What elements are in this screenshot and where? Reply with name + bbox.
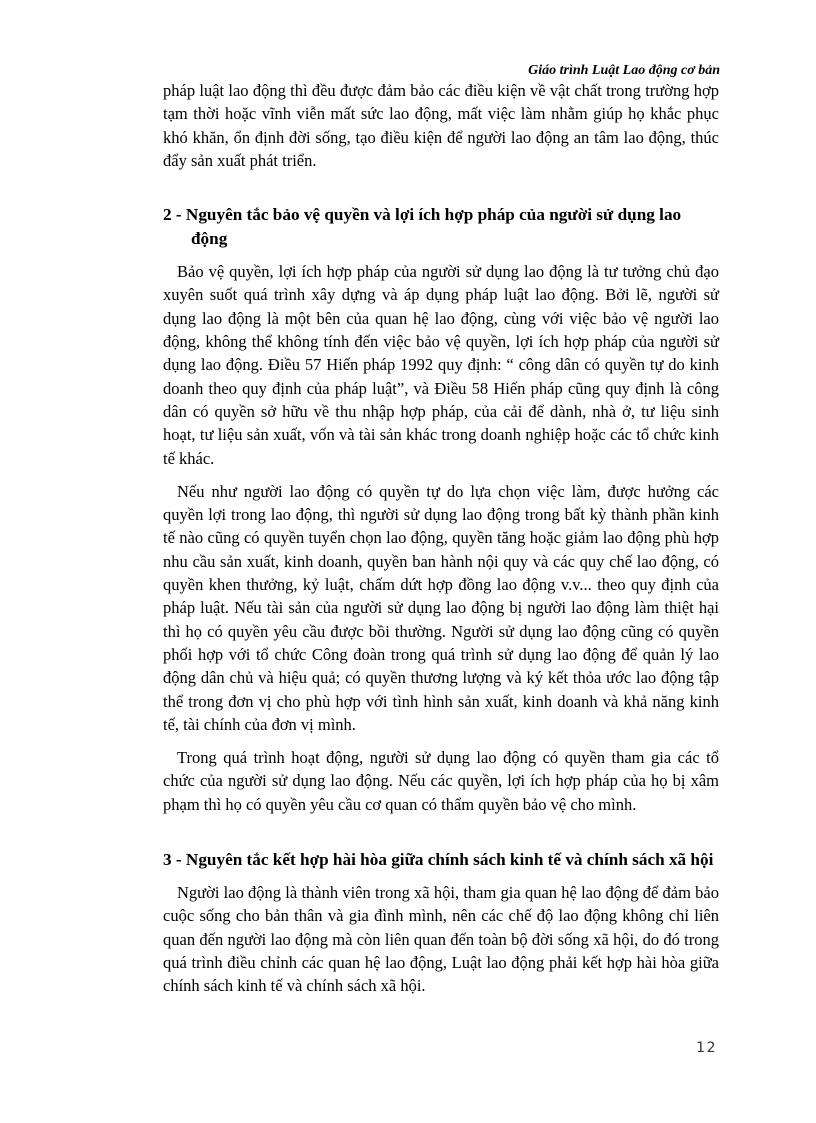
section-2-paragraph-3: Trong quá trình hoạt động, người sử dụng lao động có quyền tham gia các tổ chức của người sử dụng lao động. Nếu các quyền, lợi ích hợp pháp của họ bị xâm phạm thì họ có quyền yêu cầu cơ quan có thẩm quyền bảo vệ cho mình. (163, 748, 719, 814)
section-3-paragraph-1: Người lao động là thành viên trong xã hội, tham gia quan hệ lao động để đảm bảo cuộc sống cho bản thân và gia đình mình, nên các chế độ lao động không chỉ liên quan đến người lao động mà còn liên quan đến toàn bộ đời sống xã hội, do đó trong quá trình điều chỉnh các quan hệ lao động, Luật lao động phải kết hợp hài hòa giữa chính sách kinh tế và chính sách xã hội. (163, 883, 719, 996)
running-header-title: Giáo trình Luật Lao động cơ bản (528, 63, 720, 78)
section-2-paragraph-1: Bảo vệ quyền, lợi ích hợp pháp của người sử dụng lao động là tư tưởng chủ đạo xuyên suốt quá trình xây dựng và áp dụng pháp luật lao động. Bởi lẽ, người sử dụng lao động là một bên của quan hệ lao động, cùng với việc bảo vệ người lao động, không thể không tính đến việc bảo vệ quyền, lợi ích hợp pháp của người sử dụng lao động. Điều 57 Hiến pháp 1992 quy định: “ công dân có quyền tự do kinh doanh theo quy định của pháp luật”, và Điều 58 Hiến pháp cũng quy định là công dân có quyền sở hữu về thu nhập hợp pháp, của cải để dành, nhà ở, tư liệu sinh hoạt, tư liệu sản xuất, vốn và tài sản khác trong doanh nghiệp hoặc các tổ chức kinh tế khác. (163, 262, 719, 468)
page-body (163, 79, 719, 998)
section-2-heading: 2 - Nguyên tắc bảo vệ quyền và lợi ích hợp pháp của người sử dụng lao động (163, 205, 682, 249)
section-2-paragraph-2: Nếu như người lao động có quyền tự do lựa chọn việc làm, được hưởng các quyền lợi trong lao động, thì người sử dụng lao động trong bất kỳ thành phần kinh tế nào cũng có quyền tuyển chọn lao động, quyền tăng hoặc giảm lao động phù hợp nhu cầu sản xuất, kinh doanh, quyền ban hành nội quy và các quy chế lao động, có quyền khen thưởng, kỷ luật, chấm dứt hợp đồng lao động v.v... theo quy định của pháp luật. Nếu tài sản của người sử dụng lao động bị người lao động làm thiệt hại thì họ có quyền yêu cầu được bồi thường. Người sử dụng lao động cũng có quyền phối hợp với tổ chức Công đoàn trong quá trình sử dụng lao động để quản lý lao động dân chủ và hiệu quả; có quyền thương lượng và ký kết thỏa ước lao động tập thể trong đơn vị cho phù hợp với tình hình sản xuất, kinh doanh và khả năng kinh tế, tài chính của đơn vị mình. (163, 481, 719, 734)
page-number: 12 (696, 1040, 717, 1056)
section-3-heading: 3 - Nguyên tắc kết hợp hài hòa giữa chính sách kinh tế và chính sách xã hội (163, 850, 714, 870)
intro-paragraph: pháp luật lao động thì đều được đảm bảo các điều kiện về vật chất trong trường hợp tạm thời hoặc vĩnh viễn mất sức lao động, mất việc làm nhằm giúp họ khắc phục khó khăn, ổn định đời sống, tạo điều kiện để người lao động an tâm lao động, thúc đẩy sản xuất phát triển. (163, 81, 719, 170)
